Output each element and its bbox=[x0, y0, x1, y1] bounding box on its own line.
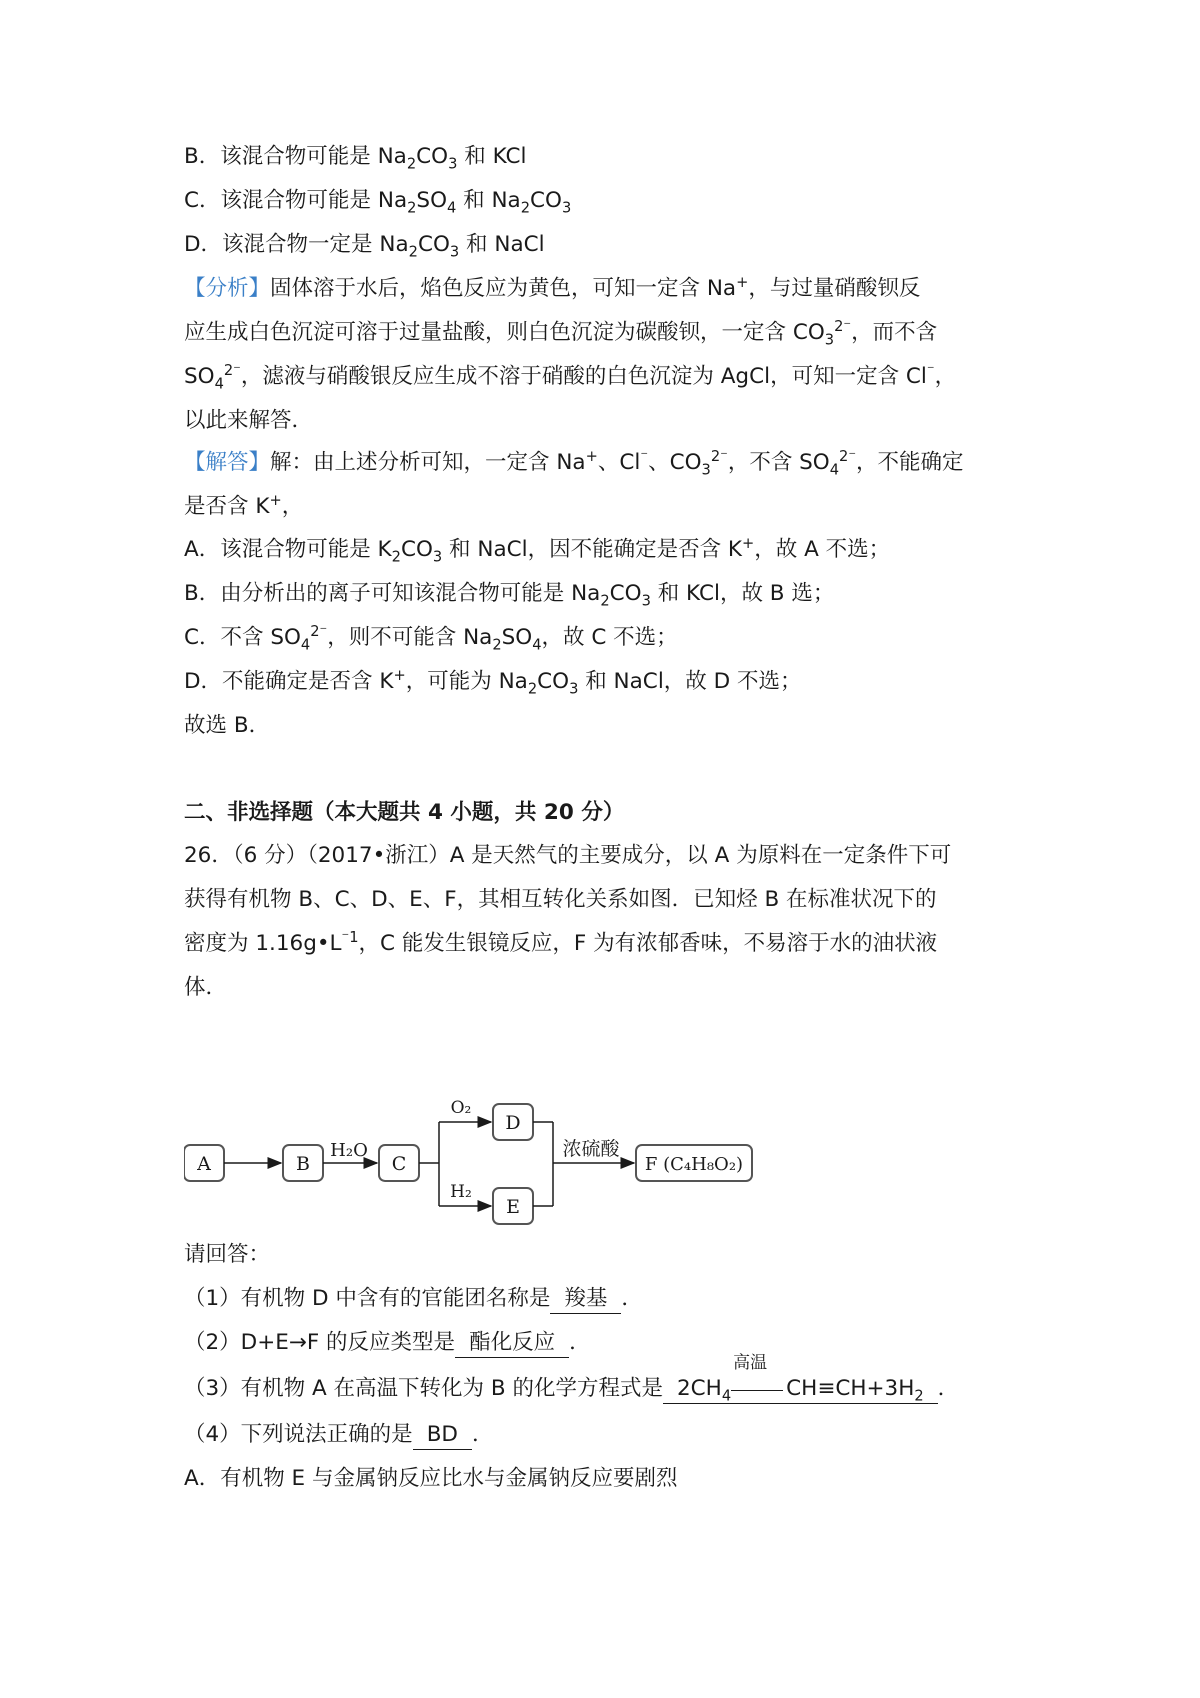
analysis-tag: 【分析】 bbox=[184, 276, 271, 301]
svg-text:F (C₄H₈O₂): F (C₄H₈O₂) bbox=[644, 1154, 744, 1175]
answer-option-b: B．由分析出的离子可知该混合物可能是 $Na_2CO_3$ 和 KCl，故 B 选； bbox=[184, 581, 835, 610]
label-o2: O₂ bbox=[450, 1098, 472, 1118]
reaction-diagram bbox=[184, 1085, 784, 1225]
answer-line-1: 【解答】解：由上述分析可知，一定含 Na+、Cl⁻、$CO_3^{2^-}$，不含 $SO_4^{2^-}$，不能确定 bbox=[184, 447, 964, 479]
option-d: D．该混合物一定是 $Na_2CO_3$ 和 NaCl bbox=[184, 232, 545, 261]
q26-line-1: 26．（6 分）（2017•浙江）A 是天然气的主要成分，以 A 为原料在一定条件下可 bbox=[184, 843, 952, 868]
answer-blank-3: $2CH_4$ 高温 $CH\equiv CH+3H_2$ bbox=[663, 1376, 938, 1404]
box-f bbox=[636, 1145, 752, 1181]
q26-option-a: A．有机物 E 与金属钠反应比水与金属钠反应要剧烈 bbox=[184, 1466, 678, 1491]
box-b bbox=[283, 1145, 323, 1181]
analysis-line-2: 应生成白色沉淀可溶于过量盐酸，则白色沉淀为碳酸钡，一定含 $CO_3^{2^-}$，而不含 bbox=[184, 317, 938, 349]
please-answer: 请回答： bbox=[184, 1242, 271, 1267]
answer-blank-1: 羧基 bbox=[550, 1286, 621, 1314]
svg-text:B: B bbox=[296, 1153, 310, 1175]
answer-tag: 【解答】 bbox=[184, 450, 271, 475]
section-title: 二、非选择题（本大题共 4 小题，共 20 分） bbox=[184, 800, 625, 825]
option-b: B．该混合物可能是 $Na_2CO_3$ 和 KCl bbox=[184, 144, 527, 173]
analysis-line-4: 以此来解答． bbox=[184, 408, 314, 433]
sub-question-3: （3）有机物 A 在高温下转化为 B 的化学方程式是 $2CH_4$ 高温 $CH\equiv CH+3H_2$ ． bbox=[184, 1353, 960, 1405]
reaction-condition: 高温 bbox=[731, 1376, 786, 1402]
option-c: C．该混合物可能是 $Na_2SO_4$ 和 $Na_2CO_3$ bbox=[184, 188, 572, 217]
answer-final: 故选 B． bbox=[184, 713, 271, 738]
answer-option-a: A．该混合物可能是 $K_2CO_3$ 和 NaCl，因不能确定是否含 K+，故 A 不选； bbox=[184, 534, 891, 566]
box-d bbox=[493, 1104, 533, 1140]
box-c bbox=[379, 1145, 419, 1181]
sub-question-2: （2）D+E→F 的反应类型是 酯化反应 ． bbox=[184, 1328, 591, 1358]
analysis-line-3: $SO_4^{2^-}$，滤液与硝酸银反应生成不溶于硝酸的白色沉淀为 AgCl，可知一定含 Cl⁻， bbox=[184, 361, 957, 393]
q26-line-3: 密度为 $1.16g•L^{^-1}$，C 能发生银镜反应，F 为有浓郁香味，不易溶于水的油状液 bbox=[184, 928, 938, 956]
label-h2o: H₂O bbox=[330, 1140, 368, 1161]
answer-option-d: D．不能确定是否含 K+，可能为 $Na_2CO_3$ 和 NaCl，故 D 不选； bbox=[184, 666, 802, 698]
answer-blank-2: 酯化反应 bbox=[455, 1330, 569, 1358]
answer-blank-4: BD bbox=[413, 1422, 472, 1450]
q26-line-2: 获得有机物 B、C、D、E、F，其相互转化关系如图．已知烃 B 在标准状况下的 bbox=[184, 887, 937, 912]
sub-question-4: （4）下列说法正确的是 BD ． bbox=[184, 1420, 494, 1450]
box-a bbox=[184, 1145, 224, 1181]
sub-question-1: （1）有机物 D 中含有的官能团名称是 羧基 ． bbox=[184, 1284, 643, 1314]
svg-text:A: A bbox=[197, 1153, 211, 1175]
answer-option-c: C．不含 $SO_4^{2^-}$，则不可能含 $Na_2SO_4$，故 C 不选； bbox=[184, 622, 678, 654]
label-acid: 浓硫酸 bbox=[562, 1138, 620, 1160]
analysis-line-1: 【分析】固体溶于水后，焰色反应为黄色，可知一定含 Na+，与过量硝酸钡反 bbox=[184, 273, 921, 301]
svg-text:C: C bbox=[391, 1153, 407, 1175]
answer-line-2: 是否含 K+， bbox=[184, 491, 304, 519]
svg-text:D: D bbox=[505, 1112, 521, 1134]
label-h2: H₂ bbox=[450, 1182, 472, 1202]
q26-line-4: 体． bbox=[184, 975, 228, 1000]
box-e bbox=[493, 1188, 533, 1224]
svg-text:E: E bbox=[506, 1196, 520, 1218]
